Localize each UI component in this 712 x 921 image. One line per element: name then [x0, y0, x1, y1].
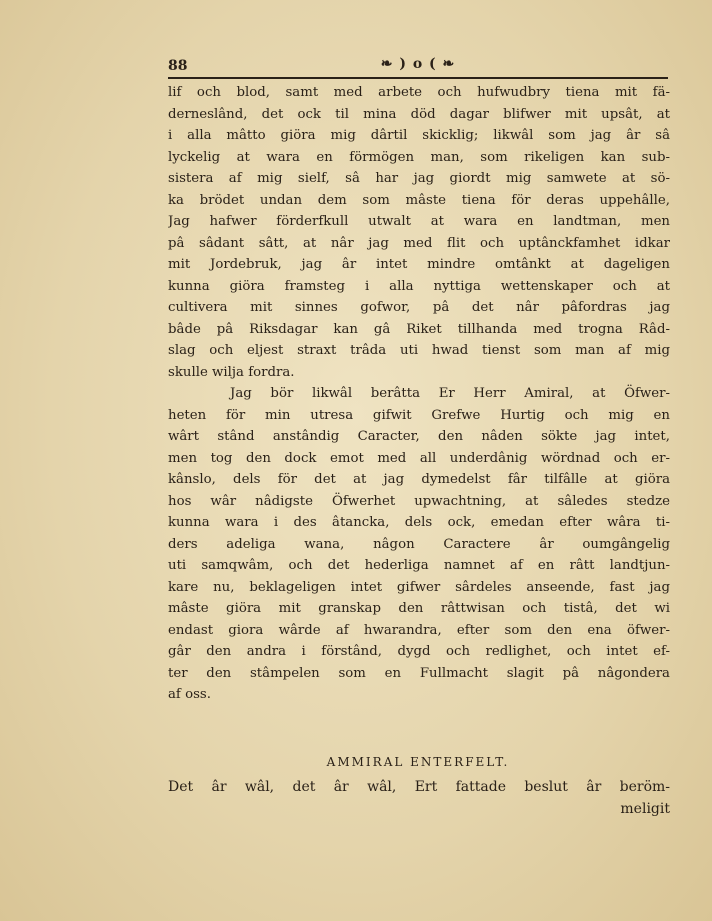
text-line: af oss. [168, 687, 211, 702]
header-rule [168, 77, 668, 79]
text-line: skulle wilja fordra. [168, 364, 295, 380]
text-line: endast giora wârde af hwarandra, efter som den ena öfwer- [168, 622, 670, 638]
text-line: sistera af mig sielf, sâ har jag giordt mig samwete at sö- [168, 171, 670, 186]
body-text [168, 82, 670, 706]
text-line: heten för min utresa gifwit Grefwe Hurtig och mig en [168, 407, 670, 423]
closing-text [168, 776, 670, 820]
text-line: derneslând, det ock til mina död dagar blifwer mit upsât, at [168, 106, 670, 122]
text-line: bâde pâ Riksdagar kan gâ Riket tillhanda med trogna Râd- [168, 321, 670, 337]
text-line: uti samqwâm, och det hederliga namnet af en râtt landtjun- [168, 558, 670, 573]
text-line: Jag hafwer förderfkull utwalt at wara en landtman, men [168, 214, 670, 229]
text-line: kare nu, beklageligen intet gifwer sârdeles anseende, fast jag [168, 579, 670, 595]
paragraph-1 [168, 82, 670, 383]
text-line: pâ sâdant sâtt, at nâr jag med flit och uptânckfamhet idkar [168, 235, 670, 251]
text-line: i alla mâtto giöra mig dârtil skicklig; likwâl som jag âr sâ [168, 128, 670, 143]
signature: AMMIRAL ENTERFELT. [326, 755, 510, 769]
text-line: slag och eljest straxt trâda uti hwad tienst som man af mig [168, 343, 670, 358]
text-line: ders adeliga wana, nâgon Caractere âr oumgângelig [168, 536, 670, 552]
page-number: 88 [168, 58, 188, 74]
text-line: hos wâr nâdigste Öfwerhet upwachtning, at sâledes stedze [168, 493, 670, 509]
text-line: gâr den andra i förstând, dygd och redlighet, och intet ef- [168, 644, 670, 659]
text-line: Jag bör likwâl berâtta Er Herr Amiral, at Öfwer- [230, 386, 670, 401]
text-line: ka brödet undan dem som mâste tiena för deras uppehâlle, [168, 192, 670, 208]
header-ornament: ❧ ) o ( ❧ [380, 56, 456, 72]
text-line: lyckelig at wara en förmögen man, som rikeligen kan sub- [168, 149, 670, 165]
text-line: kânslo, dels för det at jag dymedelst fâr tilfâlle at giöra [168, 472, 670, 487]
text-line: lif och blod, samt med arbete och hufwudbry tiena mit fä- [168, 85, 670, 100]
closing-line: Det âr wâl, det âr wâl, Ert fattade beslut âr beröm- [168, 779, 670, 795]
text-line: cultivera mit sinnes gofwor, pâ det nâr pâfordras jag [168, 300, 670, 315]
text-line: kunna wara i des âtancka, dels ock, emedan efter wâra ti- [168, 515, 670, 530]
text-line: ter den stâmpelen som en Fullmacht slagit pâ nâgondera [168, 665, 670, 681]
text-line: kunna giöra framsteg i alla nyttiga wettenskaper och at [168, 278, 670, 294]
text-line: men tog den dock emot med all underdânig wördnad och er- [168, 450, 670, 466]
paragraph-2 [168, 383, 670, 706]
text-line: mâste giöra mit granskap den râttwisan och tistâ, det wi [168, 601, 670, 616]
page-header [168, 56, 668, 78]
text-line: wârt stând anstândig Caracter, den nâden sökte jag intet, [168, 429, 670, 444]
catchword: meligit [620, 801, 670, 817]
text-line: mit Jordebruk, jag âr intet mindre omtânkt at dageligen [168, 257, 670, 272]
